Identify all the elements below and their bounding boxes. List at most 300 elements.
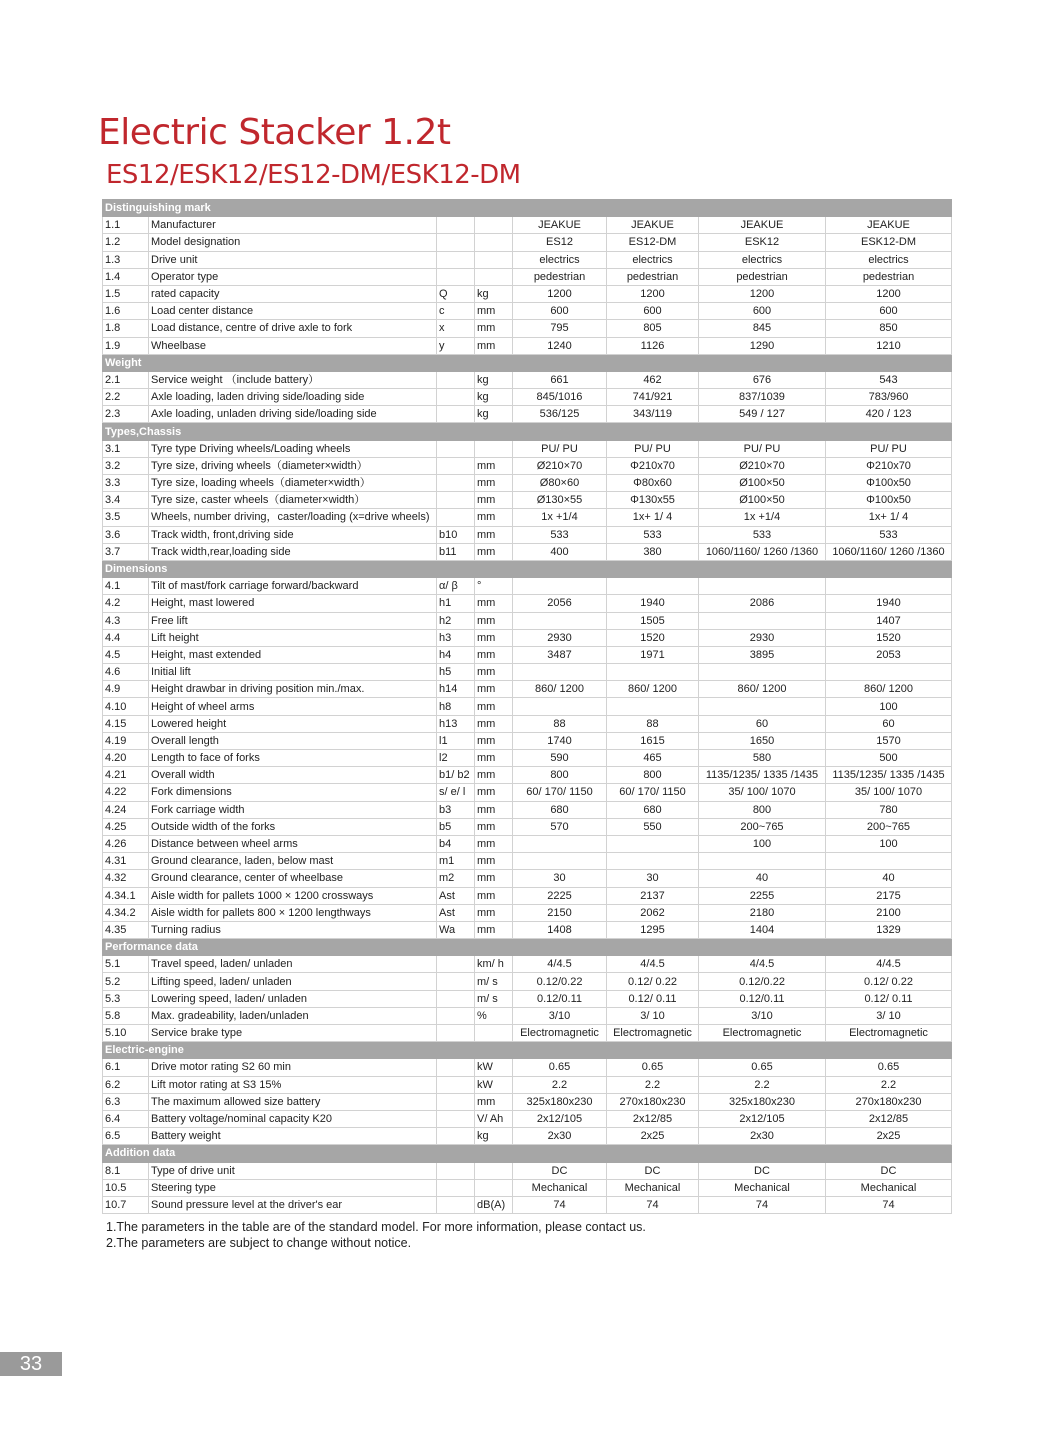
value-esk12: 60 — [699, 715, 826, 732]
table-row — [103, 595, 952, 612]
symbol: s/ e/ l — [437, 784, 475, 801]
value-es12: 400 — [513, 543, 607, 560]
table-row — [103, 1128, 952, 1145]
value-es12-dm: 2x25 — [607, 1128, 699, 1145]
value-esk12 — [699, 664, 826, 681]
table-row — [103, 784, 952, 801]
parameter-name: Fork carriage width — [149, 801, 437, 818]
value-esk12-dm — [826, 578, 952, 595]
value-esk12: 4/4.5 — [699, 956, 826, 973]
parameter-name: Track width, front,driving side — [149, 526, 437, 543]
parameter-name: Load distance, centre of drive axle to fork — [149, 320, 437, 337]
value-esk12-dm: 1520 — [826, 629, 952, 646]
value-esk12: 2180 — [699, 904, 826, 921]
value-esk12-dm: 2.2 — [826, 1076, 952, 1093]
row-number: 1.9 — [103, 337, 149, 354]
table-row — [103, 234, 952, 251]
unit: mm — [475, 492, 513, 509]
value-es12-dm: Mechanical — [607, 1179, 699, 1196]
value-esk12: 1060/1160/ 1260 /1360 — [699, 543, 826, 560]
unit: km/ h — [475, 956, 513, 973]
value-esk12: 325x180x230 — [699, 1093, 826, 1110]
value-esk12-dm: 780 — [826, 801, 952, 818]
parameter-name: Distance between wheel arms — [149, 835, 437, 852]
value-esk12-dm: JEAKUE — [826, 217, 952, 234]
value-es12-dm: 1520 — [607, 629, 699, 646]
row-number: 4.34.1 — [103, 887, 149, 904]
value-es12: 3/10 — [513, 1007, 607, 1024]
unit: kg — [475, 389, 513, 406]
symbol — [437, 1128, 475, 1145]
row-number: 4.22 — [103, 784, 149, 801]
parameter-name: Ground clearance, laden, below mast — [149, 853, 437, 870]
parameter-name: Axle loading, laden driving side/loading side — [149, 389, 437, 406]
value-es12-dm: Φ210x70 — [607, 457, 699, 474]
table-row — [103, 543, 952, 560]
symbol: Q — [437, 285, 475, 302]
section-header — [103, 939, 952, 956]
value-esk12: 40 — [699, 870, 826, 887]
row-number: 6.4 — [103, 1110, 149, 1127]
value-esk12-dm: Φ100x50 — [826, 475, 952, 492]
value-esk12-dm: 2100 — [826, 904, 952, 921]
value-es12: Ø80×60 — [513, 475, 607, 492]
parameter-name: Lowering speed, laden/ unladen — [149, 990, 437, 1007]
value-esk12: 549 / 127 — [699, 406, 826, 423]
row-number: 1.6 — [103, 303, 149, 320]
symbol — [437, 509, 475, 526]
symbol: Wa — [437, 921, 475, 938]
value-esk12 — [699, 578, 826, 595]
value-es12: 88 — [513, 715, 607, 732]
table-row — [103, 389, 952, 406]
table-row — [103, 406, 952, 423]
parameter-name: Initial lift — [149, 664, 437, 681]
value-esk12-dm: 860/ 1200 — [826, 681, 952, 698]
value-esk12: 3895 — [699, 646, 826, 663]
parameter-name: Operator type — [149, 268, 437, 285]
unit: mm — [475, 629, 513, 646]
value-esk12: 200~765 — [699, 818, 826, 835]
symbol — [437, 1093, 475, 1110]
table-row — [103, 921, 952, 938]
symbol: y — [437, 337, 475, 354]
value-esk12: Mechanical — [699, 1179, 826, 1196]
value-esk12-dm: 1407 — [826, 612, 952, 629]
parameter-name: The maximum allowed size battery — [149, 1093, 437, 1110]
unit — [475, 1179, 513, 1196]
value-es12-dm: 1200 — [607, 285, 699, 302]
row-number: 4.9 — [103, 681, 149, 698]
symbol — [437, 1162, 475, 1179]
row-number: 6.1 — [103, 1059, 149, 1076]
unit: mm — [475, 870, 513, 887]
row-number: 4.5 — [103, 646, 149, 663]
row-number: 4.6 — [103, 664, 149, 681]
unit: mm — [475, 904, 513, 921]
value-es12-dm: 343/119 — [607, 406, 699, 423]
unit: mm — [475, 801, 513, 818]
value-es12: 590 — [513, 750, 607, 767]
value-esk12-dm: 600 — [826, 303, 952, 320]
table-row — [103, 887, 952, 904]
value-es12: 536/125 — [513, 406, 607, 423]
value-esk12: JEAKUE — [699, 217, 826, 234]
unit: mm — [475, 475, 513, 492]
section-title: Electric-engine — [103, 1042, 952, 1059]
value-esk12-dm: 0.65 — [826, 1059, 952, 1076]
value-es12-dm: JEAKUE — [607, 217, 699, 234]
value-esk12: 2x12/105 — [699, 1110, 826, 1127]
symbol: h2 — [437, 612, 475, 629]
symbol: h1 — [437, 595, 475, 612]
value-esk12: PU/ PU — [699, 440, 826, 457]
value-esk12 — [699, 612, 826, 629]
value-esk12: pedestrian — [699, 268, 826, 285]
value-es12-dm: 462 — [607, 371, 699, 388]
value-esk12: 3/10 — [699, 1007, 826, 1024]
value-esk12-dm: 1210 — [826, 337, 952, 354]
unit: kg — [475, 406, 513, 423]
row-number: 4.1 — [103, 578, 149, 595]
symbol — [437, 1025, 475, 1042]
value-esk12-dm: 74 — [826, 1196, 952, 1213]
row-number: 4.31 — [103, 853, 149, 870]
table-row — [103, 509, 952, 526]
unit: mm — [475, 818, 513, 835]
row-number: 4.20 — [103, 750, 149, 767]
table-row — [103, 1025, 952, 1042]
value-es12: Electromagnetic — [513, 1025, 607, 1042]
table-row — [103, 457, 952, 474]
symbol: m1 — [437, 853, 475, 870]
parameter-name: Load center distance — [149, 303, 437, 320]
table-row — [103, 337, 952, 354]
value-es12-dm — [607, 698, 699, 715]
value-es12: 2225 — [513, 887, 607, 904]
value-es12: 845/1016 — [513, 389, 607, 406]
value-esk12-dm: 100 — [826, 698, 952, 715]
value-esk12-dm: 2053 — [826, 646, 952, 663]
section-header — [103, 423, 952, 440]
unit: mm — [475, 784, 513, 801]
value-esk12-dm: 40 — [826, 870, 952, 887]
parameter-name: Manufacturer — [149, 217, 437, 234]
table-row — [103, 526, 952, 543]
table-row — [103, 801, 952, 818]
value-esk12: 1650 — [699, 732, 826, 749]
parameter-name: Lifting speed, laden/ unladen — [149, 973, 437, 990]
table-row — [103, 973, 952, 990]
value-es12-dm — [607, 664, 699, 681]
symbol: b10 — [437, 526, 475, 543]
footnote-2: 2.The parameters are subject to change without notice. — [106, 1235, 412, 1250]
row-number: 3.2 — [103, 457, 149, 474]
symbol — [437, 268, 475, 285]
row-number: 10.7 — [103, 1196, 149, 1213]
section-title: Addition data — [103, 1145, 952, 1162]
row-number: 6.2 — [103, 1076, 149, 1093]
value-es12-dm: 2x12/85 — [607, 1110, 699, 1127]
section-header — [103, 1145, 952, 1162]
value-es12: 1240 — [513, 337, 607, 354]
value-esk12-dm: Φ100x50 — [826, 492, 952, 509]
unit: mm — [475, 664, 513, 681]
unit — [475, 234, 513, 251]
value-esk12-dm: 543 — [826, 371, 952, 388]
value-esk12: 2.2 — [699, 1076, 826, 1093]
row-number: 4.34.2 — [103, 904, 149, 921]
parameter-name: Battery weight — [149, 1128, 437, 1145]
row-number: 3.6 — [103, 526, 149, 543]
value-es12: 2x12/105 — [513, 1110, 607, 1127]
value-es12-dm: 1x+ 1/ 4 — [607, 509, 699, 526]
unit: kW — [475, 1059, 513, 1076]
symbol: b4 — [437, 835, 475, 852]
table-row — [103, 818, 952, 835]
value-es12-dm: 1971 — [607, 646, 699, 663]
value-es12-dm: 1295 — [607, 921, 699, 938]
unit: mm — [475, 595, 513, 612]
value-esk12-dm: Φ210x70 — [826, 457, 952, 474]
value-esk12: 860/ 1200 — [699, 681, 826, 698]
value-esk12: Ø100×50 — [699, 475, 826, 492]
table-row — [103, 371, 952, 388]
unit: mm — [475, 921, 513, 938]
row-number: 5.10 — [103, 1025, 149, 1042]
symbol — [437, 492, 475, 509]
unit: mm — [475, 1093, 513, 1110]
row-number: 5.3 — [103, 990, 149, 1007]
value-es12: 800 — [513, 767, 607, 784]
value-es12-dm: Φ130x55 — [607, 492, 699, 509]
value-es12-dm: 533 — [607, 526, 699, 543]
row-number: 1.5 — [103, 285, 149, 302]
table-row — [103, 715, 952, 732]
symbol — [437, 457, 475, 474]
value-esk12: 35/ 100/ 1070 — [699, 784, 826, 801]
value-es12-dm — [607, 835, 699, 852]
unit: mm — [475, 681, 513, 698]
symbol — [437, 440, 475, 457]
row-number: 3.5 — [103, 509, 149, 526]
value-es12-dm: electrics — [607, 251, 699, 268]
symbol: m2 — [437, 870, 475, 887]
value-es12: pedestrian — [513, 268, 607, 285]
section-header — [103, 200, 952, 217]
row-number: 2.1 — [103, 371, 149, 388]
parameter-name: Service brake type — [149, 1025, 437, 1042]
table-row — [103, 646, 952, 663]
symbol: h13 — [437, 715, 475, 732]
value-es12: 600 — [513, 303, 607, 320]
value-esk12-dm: 1940 — [826, 595, 952, 612]
parameter-name: Aisle width for pallets 1000 × 1200 crossways — [149, 887, 437, 904]
value-esk12: 0.12/0.22 — [699, 973, 826, 990]
section-header — [103, 354, 952, 371]
value-es12: 533 — [513, 526, 607, 543]
footnote-1: 1.The parameters in the table are of the standard model. For more information, please contact us. — [106, 1220, 646, 1234]
parameter-name: Travel speed, laden/ unladen — [149, 956, 437, 973]
parameter-name: Axle loading, unladen driving side/loading side — [149, 406, 437, 423]
unit: mm — [475, 303, 513, 320]
table-row — [103, 990, 952, 1007]
parameter-name: Overall width — [149, 767, 437, 784]
value-esk12: 533 — [699, 526, 826, 543]
parameter-name: Wheelbase — [149, 337, 437, 354]
value-es12: 0.12/0.11 — [513, 990, 607, 1007]
symbol: b11 — [437, 543, 475, 560]
table-row — [103, 217, 952, 234]
page-title: Electric Stacker 1.2t — [98, 112, 451, 153]
symbol: h8 — [437, 698, 475, 715]
row-number: 5.2 — [103, 973, 149, 990]
symbol — [437, 1076, 475, 1093]
symbol: b5 — [437, 818, 475, 835]
value-es12-dm — [607, 578, 699, 595]
value-es12: 325x180x230 — [513, 1093, 607, 1110]
value-esk12: 800 — [699, 801, 826, 818]
symbol — [437, 956, 475, 973]
section-title: Types,Chassis — [103, 423, 952, 440]
table-row — [103, 853, 952, 870]
table-row — [103, 767, 952, 784]
value-es12-dm: 88 — [607, 715, 699, 732]
table-row — [103, 1076, 952, 1093]
unit: ° — [475, 578, 513, 595]
value-esk12: 845 — [699, 320, 826, 337]
table-row — [103, 578, 952, 595]
parameter-name: Model designation — [149, 234, 437, 251]
row-number: 3.4 — [103, 492, 149, 509]
value-es12: electrics — [513, 251, 607, 268]
table-row — [103, 612, 952, 629]
value-es12-dm: 0.12/ 0.22 — [607, 973, 699, 990]
value-esk12-dm: 2x12/85 — [826, 1110, 952, 1127]
row-number: 4.15 — [103, 715, 149, 732]
value-es12: 30 — [513, 870, 607, 887]
value-esk12 — [699, 698, 826, 715]
unit — [475, 251, 513, 268]
table-row — [103, 320, 952, 337]
unit: mm — [475, 320, 513, 337]
value-es12-dm: 270x180x230 — [607, 1093, 699, 1110]
row-number: 2.2 — [103, 389, 149, 406]
symbol — [437, 371, 475, 388]
value-esk12-dm: Mechanical — [826, 1179, 952, 1196]
parameter-name: Ground clearance, center of wheelbase — [149, 870, 437, 887]
value-esk12-dm — [826, 853, 952, 870]
value-es12: 1x +1/4 — [513, 509, 607, 526]
value-esk12-dm: 0.12/ 0.11 — [826, 990, 952, 1007]
parameter-name: Tyre size, loading wheels（diameter×width） — [149, 475, 437, 492]
parameter-name: Lift motor rating at S3 15% — [149, 1076, 437, 1093]
value-es12: 795 — [513, 320, 607, 337]
value-es12-dm: 465 — [607, 750, 699, 767]
symbol — [437, 990, 475, 1007]
value-es12-dm: 0.65 — [607, 1059, 699, 1076]
parameter-name: Tyre type Driving wheels/Loading wheels — [149, 440, 437, 457]
row-number: 2.3 — [103, 406, 149, 423]
table-row — [103, 904, 952, 921]
value-es12-dm: Φ80x60 — [607, 475, 699, 492]
value-es12-dm: 2137 — [607, 887, 699, 904]
parameter-name: Service weight （include battery） — [149, 371, 437, 388]
table-row — [103, 1110, 952, 1127]
symbol: α/ β — [437, 578, 475, 595]
table-row — [103, 732, 952, 749]
value-esk12: 2930 — [699, 629, 826, 646]
value-esk12: ESK12 — [699, 234, 826, 251]
value-es12 — [513, 612, 607, 629]
value-es12 — [513, 664, 607, 681]
value-es12: Ø210×70 — [513, 457, 607, 474]
value-es12-dm: 805 — [607, 320, 699, 337]
parameter-name: Tilt of mast/fork carriage forward/backward — [149, 578, 437, 595]
value-esk12: 1404 — [699, 921, 826, 938]
value-esk12-dm: 420 / 123 — [826, 406, 952, 423]
unit: mm — [475, 543, 513, 560]
table-row — [103, 870, 952, 887]
table-row — [103, 303, 952, 320]
unit: kW — [475, 1076, 513, 1093]
table-row — [103, 440, 952, 457]
unit: mm — [475, 612, 513, 629]
value-esk12: 2086 — [699, 595, 826, 612]
table-row — [103, 1179, 952, 1196]
table-row — [103, 285, 952, 302]
value-esk12: 676 — [699, 371, 826, 388]
row-number: 3.3 — [103, 475, 149, 492]
parameter-name: Type of drive unit — [149, 1162, 437, 1179]
value-es12 — [513, 853, 607, 870]
value-esk12-dm: 1200 — [826, 285, 952, 302]
unit: kg — [475, 285, 513, 302]
row-number: 5.1 — [103, 956, 149, 973]
value-esk12-dm: 1570 — [826, 732, 952, 749]
value-es12-dm: 4/4.5 — [607, 956, 699, 973]
unit: mm — [475, 715, 513, 732]
unit: mm — [475, 698, 513, 715]
value-es12: 74 — [513, 1196, 607, 1213]
row-number: 4.35 — [103, 921, 149, 938]
value-esk12: DC — [699, 1162, 826, 1179]
value-es12-dm: 1615 — [607, 732, 699, 749]
value-esk12-dm: 0.12/ 0.22 — [826, 973, 952, 990]
table-row — [103, 1196, 952, 1213]
unit — [475, 440, 513, 457]
value-esk12: Ø210×70 — [699, 457, 826, 474]
parameter-name: Steering type — [149, 1179, 437, 1196]
row-number: 4.3 — [103, 612, 149, 629]
value-es12: 1740 — [513, 732, 607, 749]
parameter-name: Max. gradeability, laden/unladen — [149, 1007, 437, 1024]
value-es12-dm: 60/ 170/ 1150 — [607, 784, 699, 801]
value-esk12-dm: 100 — [826, 835, 952, 852]
unit — [475, 217, 513, 234]
symbol — [437, 1196, 475, 1213]
footnotes — [106, 1220, 646, 1251]
table-row — [103, 698, 952, 715]
row-number: 4.4 — [103, 629, 149, 646]
table-row — [103, 1059, 952, 1076]
row-number: 10.5 — [103, 1179, 149, 1196]
symbol: l1 — [437, 732, 475, 749]
unit: mm — [475, 337, 513, 354]
symbol — [437, 251, 475, 268]
value-es12-dm: 74 — [607, 1196, 699, 1213]
table-row — [103, 1007, 952, 1024]
